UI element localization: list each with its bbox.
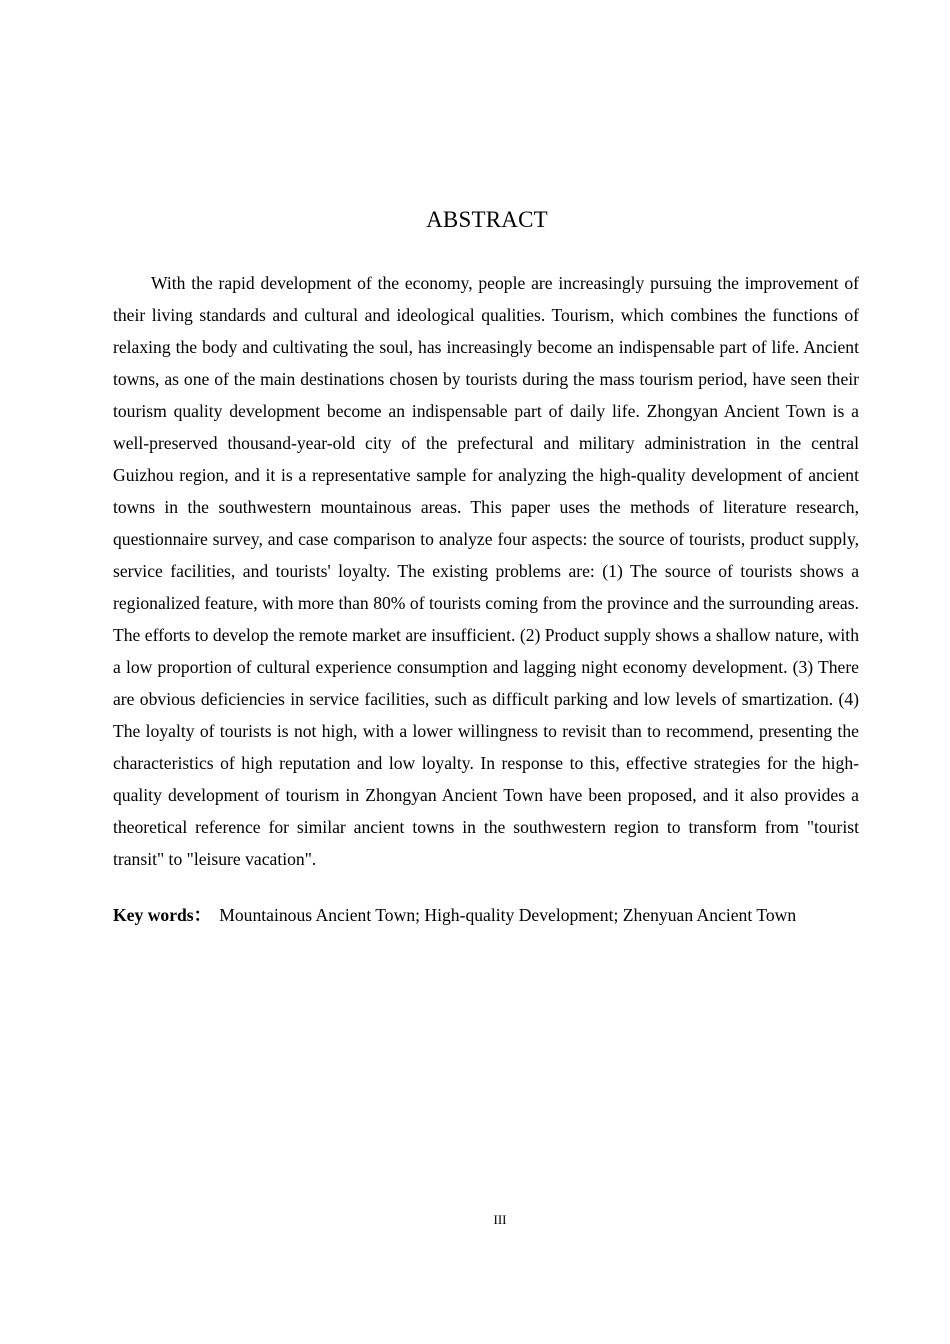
abstract-paragraph: With the rapid development of the economy, people are increasingly pursuing the improvement of their living standards and cultural and ideological qualities. Tourism, which combines the functions of relaxing the body and cultivating the soul, has increasingly become an indispensable part of life. Ancient towns, as one of the main destinations chosen by tourists during the mass tourism period, have seen their tourism quality development become an indispensable part of daily life. Zhongyan Ancient Town is a well-preserved thousand-year-old city of the prefectural and military administration in the central Guizhou region, and it is a representative sample for analyzing the high-quality development of ancient towns in the southwestern mountainous areas. This paper uses the methods of literature research, questionnaire survey, and case comparison to analyze four aspects: the source of tourists, product supply, service facilities, and tourists' loyalty. The existing problems are: (1) The source of tourists shows a regionalized feature, with more than 80% of tourists coming from the province and the surrounding areas. The efforts to develop the remote market are insufficient. (2) Product supply shows a shallow nature, with a low proportion of cultural experience consumption and lagging night economy development. (3) There are obvious deficiencies in service facilities, such as difficult parking and low levels of smartization. (4) The loyalty of tourists is not high, with a lower willingness to revisit than to recommend, presenting the characteristics of high reputation and low loyalty. In response to this, effective strategies for the high-quality development of tourism in Zhongyan Ancient Town have been proposed, and it also provides a theoretical reference for similar ancient towns in the southwestern region to transform from "tourist transit" to "leisure vacation". <box>113 273 859 869</box>
keywords-text: Mountainous Ancient Town; High-quality Development; Zhenyuan Ancient Town <box>219 905 797 925</box>
page-number: III <box>493 1212 507 1227</box>
keywords-line <box>113 901 873 929</box>
keywords-label: Key words： <box>113 905 212 925</box>
abstract-title: ABSTRACT <box>426 207 548 232</box>
